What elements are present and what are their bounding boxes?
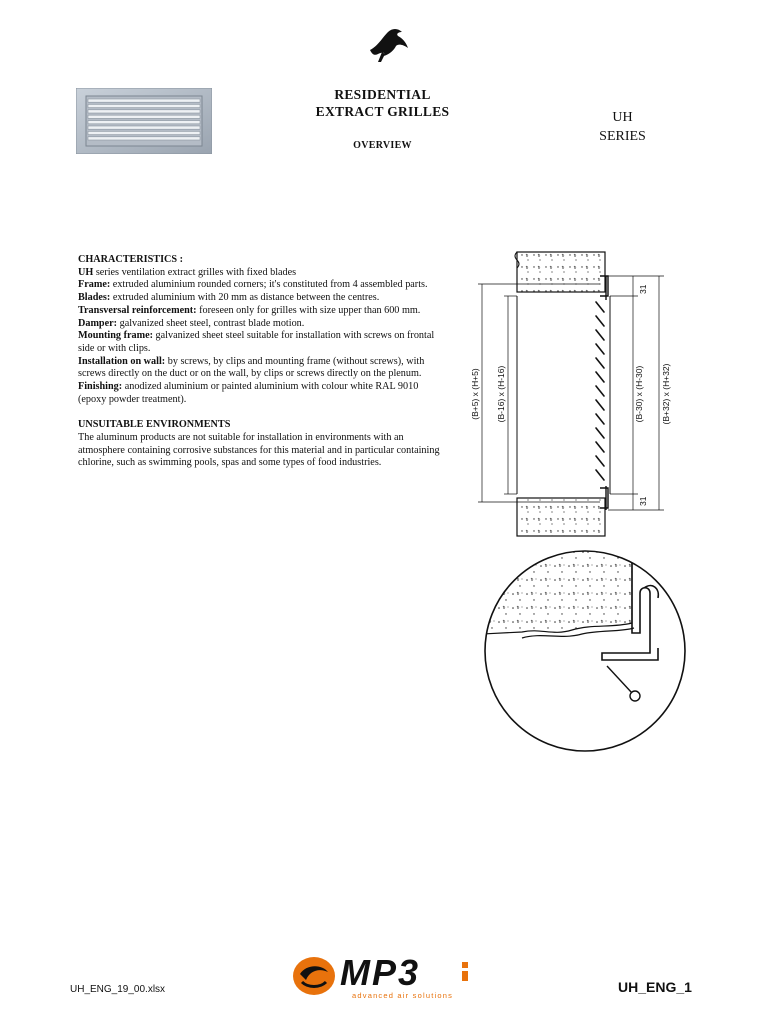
dim-outer-right-label: (B+32) x (H+32) [661, 363, 671, 425]
characteristic-item [78, 356, 448, 381]
series-line-1: UH [612, 110, 633, 125]
characteristic-text: foreseen only for grilles with size upper than 600 mm. [196, 304, 421, 316]
characteristic-label: Installation on wall: [78, 355, 166, 367]
series-line-2: SERIES [599, 129, 646, 144]
characteristics-section [78, 254, 448, 470]
wall-top [517, 252, 605, 292]
characteristic-label: Transversal reinforcement: [78, 304, 197, 316]
characteristic-label: Frame: [78, 279, 111, 291]
series-label [580, 108, 665, 146]
characteristic-text: extruded aluminium rounded corners; it's constituted from 4 assembled parts. [110, 279, 428, 291]
detail-circle-drawing [482, 548, 688, 754]
characteristic-text: by screws, by clips and mounting frame (without screws), with screws directly on the duct or on the wall, by clips or screws directly on the plenum. [78, 355, 425, 380]
dim-inner-left-label: (B-16) x (H-16) [496, 365, 506, 423]
mp3-brand-text: MP3 [340, 952, 421, 993]
characteristic-item [78, 292, 448, 305]
characteristic-label: Mounting frame: [78, 330, 153, 342]
characteristic-label: Damper: [78, 317, 118, 329]
mp3-logo [292, 954, 472, 1004]
section-subtitle: OVERVIEW [353, 140, 412, 151]
dim-bottom-label: 31 [638, 496, 648, 506]
footer-filename: UH_ENG_19_00.xlsx [70, 984, 166, 995]
characteristic-item [78, 318, 448, 331]
dim-inner-right-label: (B-30) x (H-30) [634, 365, 644, 423]
characteristic-text: galvanized sheet steel, contrast blade motion. [117, 317, 305, 329]
dim-top-label: 31 [638, 284, 648, 294]
characteristic-text: series ventilation extract grilles with fixed blades [93, 266, 297, 278]
characteristic-item [78, 305, 448, 318]
characteristic-item [78, 330, 448, 355]
characteristic-item [78, 279, 448, 292]
characteristic-label: Finishing: [78, 381, 123, 393]
title-line-2: EXTRACT GRILLES [315, 104, 450, 119]
page-title [300, 86, 465, 120]
wall-bottom [517, 498, 605, 536]
dim-outer-left-label: (B+5) x (H+5) [470, 368, 480, 420]
bird-logo-icon [368, 26, 410, 64]
characteristic-text: anodized aluminium or painted aluminium with colour white RAL 9010 (epoxy powder treatment). [78, 381, 419, 405]
characteristic-item [78, 381, 448, 406]
unsuitable-text: The aluminum products are not suitable for installation in environments with an atmosphere containing corrosive substances for this material and in particular containing chlorine, such as swimming pools, spas and some types of food industries. [78, 431, 440, 469]
characteristic-item [78, 267, 448, 280]
title-line-1: RESIDENTIAL [334, 87, 431, 102]
mp3-tagline: advanced air solutions [352, 991, 454, 1000]
characteristic-label: Blades: [78, 292, 111, 304]
grille-product-image [76, 88, 212, 154]
unsuitable-heading: UNSUITABLE ENVIRONMENTS [78, 419, 231, 431]
characteristic-text: galvanized sheet steel suitable for installation with screws on frontal side or with clips. [78, 330, 435, 354]
characteristic-label: UH [78, 266, 94, 278]
footer-page-code: UH_ENG_1 [618, 979, 692, 995]
cross-section-drawing [460, 240, 700, 540]
characteristics-heading: CHARACTERISTICS : [78, 254, 184, 265]
characteristic-text: extruded aluminium with 20 mm as distance between the centres. [110, 292, 380, 304]
